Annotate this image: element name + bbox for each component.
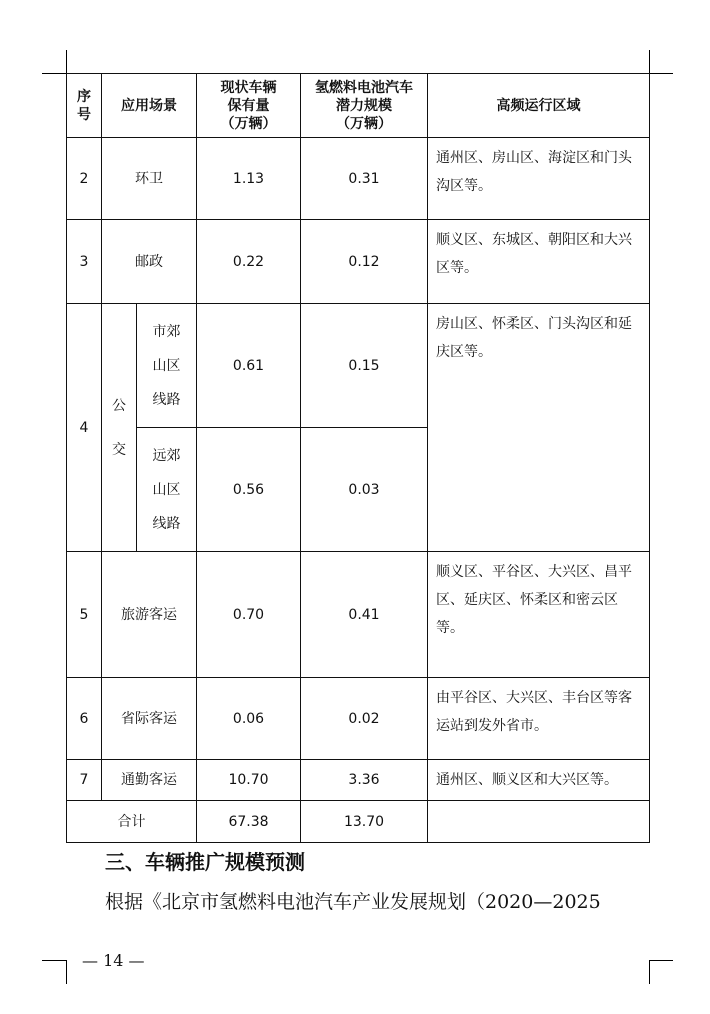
cell-scene: 旅游客运 [102, 552, 197, 678]
table-row [67, 678, 650, 760]
cell-scene-bus: 公 交 [102, 304, 137, 552]
crop-mark [66, 50, 67, 73]
cell-seq: 4 [67, 304, 102, 552]
cell-region: 由平谷区、大兴区、丰台区等客运站到发外省市。 [428, 678, 650, 760]
total-region [428, 801, 650, 843]
cell-seq: 5 [67, 552, 102, 678]
cell-region: 顺义区、平谷区、大兴区、昌平区、延庆区、怀柔区和密云区等。 [428, 552, 650, 678]
page-number: — 14 — [82, 951, 145, 970]
cell-region: 通州区、房山区、海淀区和门头沟区等。 [428, 138, 650, 220]
total-label: 合计 [67, 801, 197, 843]
cell-current: 10.70 [197, 760, 301, 801]
table-row [67, 552, 650, 678]
cell-region: 顺义区、东城区、朝阳区和大兴区等。 [428, 220, 650, 304]
cell-region: 通州区、顺义区和大兴区等。 [428, 760, 650, 801]
cell-scene: 省际客运 [102, 678, 197, 760]
header-seq: 序 号 [67, 74, 102, 138]
cell-seq: 6 [67, 678, 102, 760]
table-header-row [67, 74, 650, 138]
cell-potential: 3.36 [301, 760, 428, 801]
cell-current: 0.06 [197, 678, 301, 760]
header-region: 高频运行区域 [428, 74, 650, 138]
cell-subscene: 市郊 山区 线路 [137, 304, 197, 428]
crop-mark [42, 960, 66, 961]
cell-scene: 邮政 [102, 220, 197, 304]
table-row [67, 138, 650, 220]
total-current: 67.38 [197, 801, 301, 843]
cell-seq: 7 [67, 760, 102, 801]
header-current: 现状车辆 保有量 （万辆） [197, 74, 301, 138]
vehicle-scale-table [66, 73, 650, 843]
crop-mark [649, 73, 673, 74]
total-row [67, 801, 650, 843]
cell-current: 0.22 [197, 220, 301, 304]
header-potential: 氢燃料电池汽车 潜力规模 （万辆） [301, 74, 428, 138]
cell-potential: 0.12 [301, 220, 428, 304]
cell-current: 1.13 [197, 138, 301, 220]
header-scene: 应用场景 [102, 74, 197, 138]
crop-mark [649, 960, 650, 984]
crop-mark [66, 960, 67, 984]
crop-mark [649, 50, 650, 73]
table-row [67, 304, 650, 428]
cell-potential: 0.15 [301, 304, 428, 428]
cell-current: 0.70 [197, 552, 301, 678]
cell-seq: 2 [67, 138, 102, 220]
section-heading: 三、车辆推广规模预测 [105, 850, 305, 874]
table-row [67, 220, 650, 304]
total-potential: 13.70 [301, 801, 428, 843]
cell-scene: 环卫 [102, 138, 197, 220]
cell-scene: 通勤客运 [102, 760, 197, 801]
cell-subscene: 远郊 山区 线路 [137, 428, 197, 552]
cell-current: 0.56 [197, 428, 301, 552]
cell-seq: 3 [67, 220, 102, 304]
body-paragraph: 根据《北京市氢燃料电池汽车产业发展规划（2020—2025 [105, 891, 601, 913]
cell-potential: 0.03 [301, 428, 428, 552]
table-row [67, 760, 650, 801]
cell-potential: 0.41 [301, 552, 428, 678]
cell-potential: 0.02 [301, 678, 428, 760]
cell-potential: 0.31 [301, 138, 428, 220]
crop-mark [649, 960, 673, 961]
cell-region: 房山区、怀柔区、门头沟区和延庆区等。 [428, 304, 650, 552]
cell-current: 0.61 [197, 304, 301, 428]
crop-mark [42, 73, 66, 74]
